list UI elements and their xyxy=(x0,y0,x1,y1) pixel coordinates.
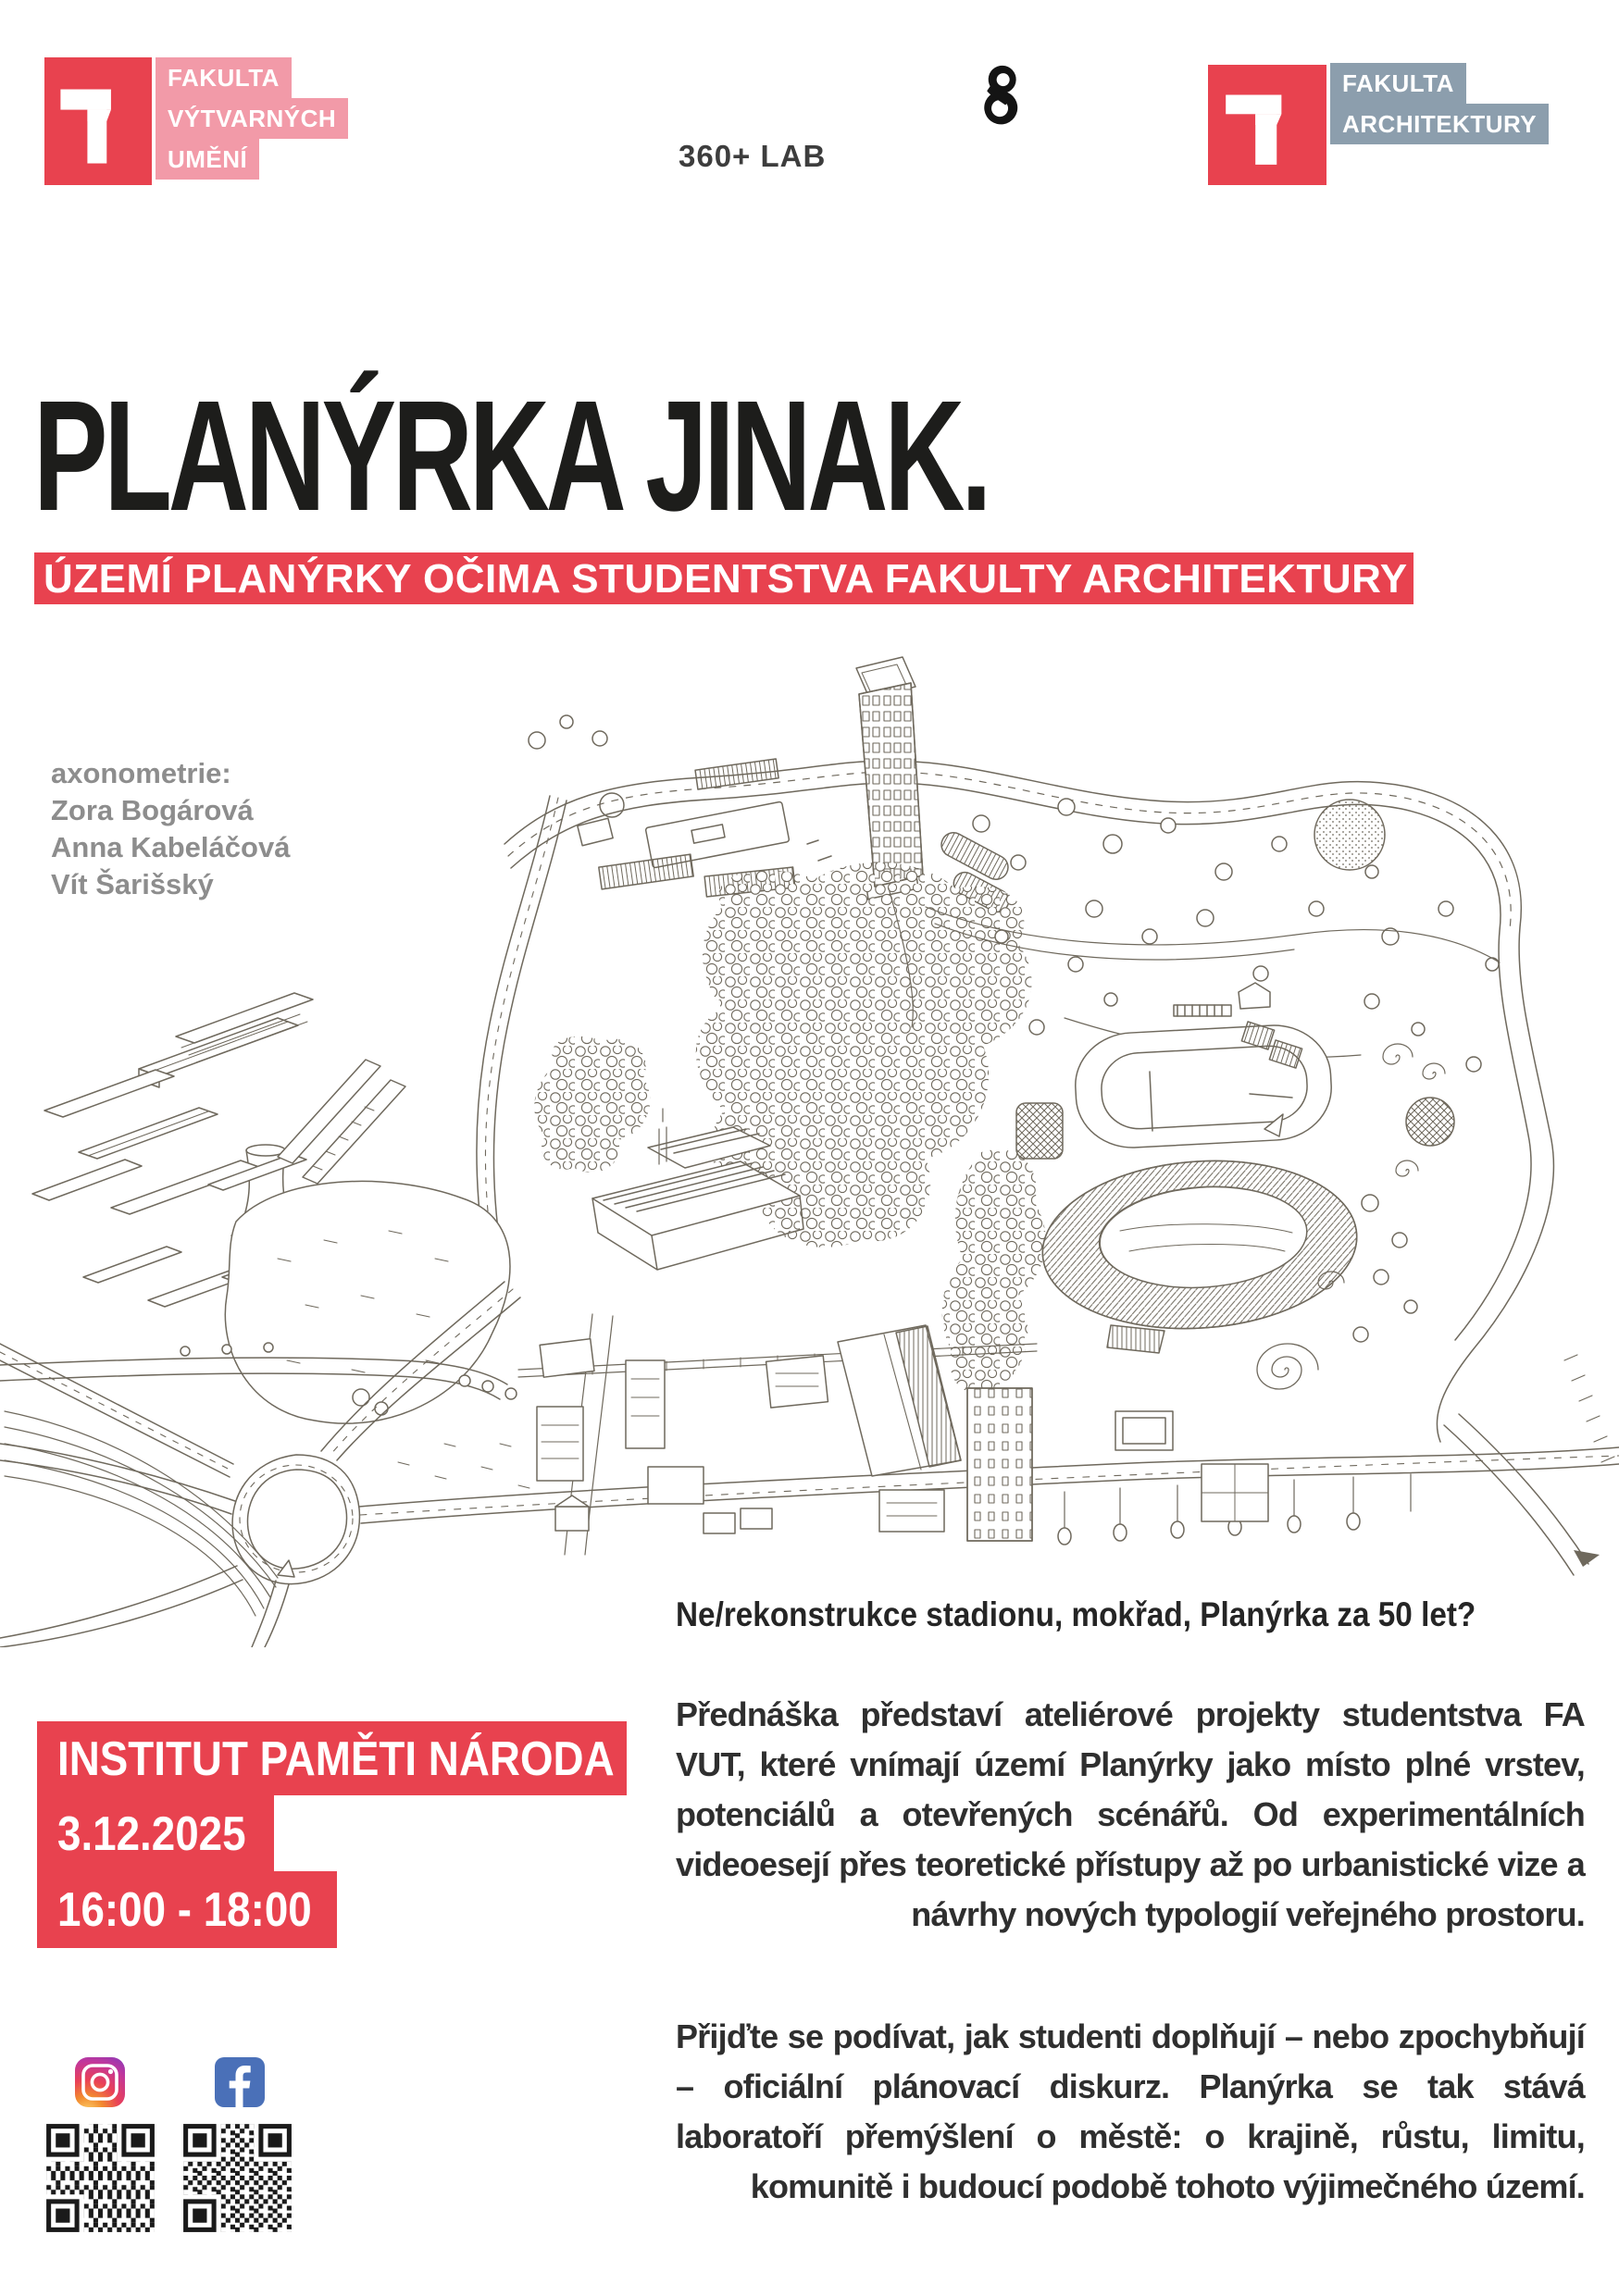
stadium-bowl xyxy=(1037,1150,1363,1353)
west-road xyxy=(477,796,567,1277)
forest-blob xyxy=(942,1149,1046,1393)
forest-blob xyxy=(534,1036,650,1173)
lab-logo-blob-icon xyxy=(970,56,1031,139)
poster-title: PLANÝRKA JINAK. xyxy=(33,368,989,544)
event-time: 16:00 - 18:00 xyxy=(37,1871,337,1948)
body-paragraph-1: Přednáška představí ateliérové projekty studentstva FA VUT, které vnímají území Planýrky jako místo plné vrstev, potenciálů a otevřených scénářů. Od experimentálních videoesejí přes teoretické přístupy až po urbanistické vize a návrhy nových typologií veřejného prostoru. xyxy=(676,1695,1585,1933)
railway-tracks xyxy=(5,1411,278,1616)
lab-360-label: 360+ LAB xyxy=(679,139,827,173)
fa-logo-t-icon xyxy=(1208,65,1326,185)
qr-code-instagram xyxy=(42,2119,159,2237)
event-venue: INSTITUT PAMĚTI NÁRODA xyxy=(37,1721,627,1795)
credits-name: Anna Kabeláčová xyxy=(51,831,291,863)
amphitheatre-oval xyxy=(1073,983,1334,1150)
qr-code-facebook xyxy=(179,2119,296,2237)
favu-logo-line: UMĚNÍ xyxy=(156,139,259,180)
body-heading: Ne/rekonstrukce stadionu, mokřad, Planýrka za 50 let? xyxy=(676,1595,1476,1633)
credits-name: Zora Bogárová xyxy=(51,794,254,826)
favu-logo-line: FAKULTA xyxy=(156,57,292,98)
fa-logo-line: FAKULTA xyxy=(1330,63,1466,104)
favu-logo-line: VÝTVARNÝCH xyxy=(156,98,348,139)
credits-name: Vít Šarišský xyxy=(51,868,214,900)
credits-label: axonometrie: xyxy=(51,757,231,789)
poster-subtitle-bar: ÚZEMÍ PLANÝRKY OČIMA STUDENTSTVA FAKULTY ARCHITEKTURY xyxy=(34,552,1414,604)
fa-logo-line: ARCHITEKTURY xyxy=(1330,104,1549,144)
facebook-icon xyxy=(214,2056,266,2108)
axonometric-map-illustration xyxy=(0,629,1619,1647)
meadow xyxy=(225,1181,510,1423)
stippled-tree xyxy=(1314,800,1385,870)
instagram-icon xyxy=(74,2056,126,2108)
body-paragraph-2: Přijďte se podívat, jak studenti doplňují – nebo zpochybňují – oficiální plánovací diskurz. Planýrka se tak stává laboratoří přemýšlení o městě: o krajině, růstu, limitu, komunitě i budoucí podobě tohoto výjimečného území. xyxy=(676,2017,1585,2205)
favu-logo-t-icon xyxy=(44,57,152,185)
event-date: 3.12.2025 xyxy=(37,1795,274,1871)
